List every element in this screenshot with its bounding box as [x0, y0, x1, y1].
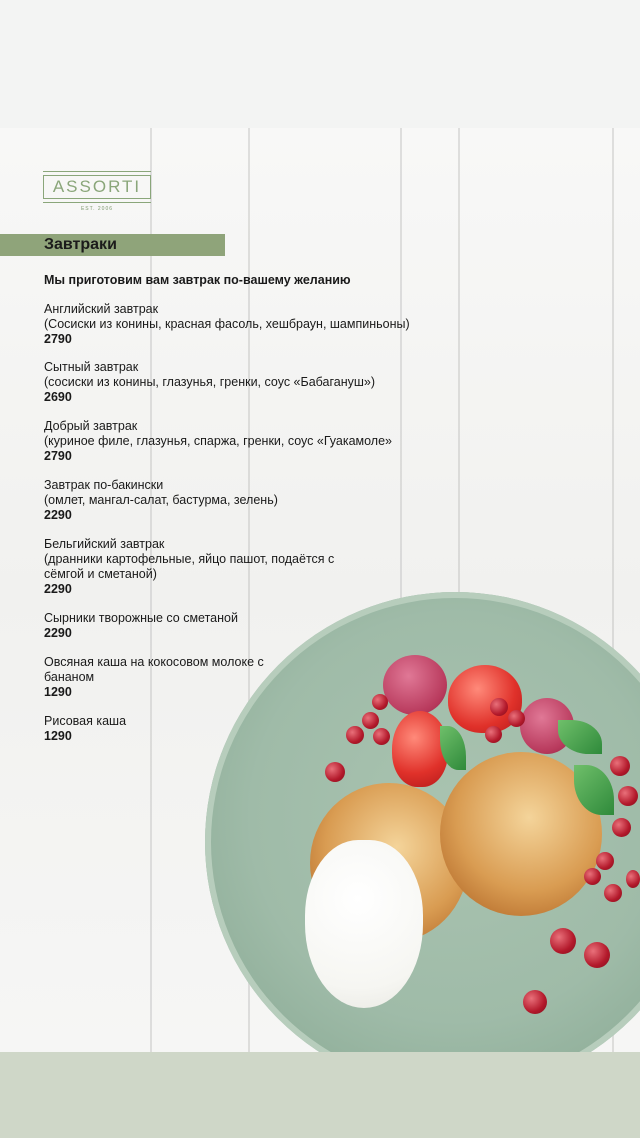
currant-berry — [372, 694, 388, 710]
strawberry — [392, 711, 448, 787]
currant-berry — [626, 870, 640, 888]
menu-item-desc: (дранники картофельные, яйцо пашот, подаётся с сёмгой и сметаной) — [44, 552, 335, 581]
menu-item-price: 2290 — [44, 508, 72, 522]
sour-cream — [305, 840, 423, 1008]
menu-item-price: 2790 — [44, 449, 72, 463]
currant-berry — [490, 698, 508, 716]
currant-berry — [610, 756, 630, 776]
section-title: Завтраки — [44, 236, 117, 253]
menu-item-price: 1290 — [44, 729, 72, 743]
menu-item — [44, 537, 454, 597]
logo-est: EST. 2006 — [80, 206, 114, 212]
menu-item-price: 2290 — [44, 626, 72, 640]
currant-berry — [604, 884, 622, 902]
currant-berry — [596, 852, 614, 870]
menu-item — [44, 478, 454, 523]
menu-item-price: 2290 — [44, 582, 72, 596]
currant-berry — [373, 728, 390, 745]
menu-page — [0, 128, 640, 1052]
currant-berry — [485, 726, 502, 743]
section-band — [0, 234, 225, 256]
currant-berry — [550, 928, 576, 954]
logo-frame — [43, 171, 151, 203]
menu-item-desc: (Сосиски из конины, красная фасоль, хешбраун, шампиньоны) — [44, 317, 410, 331]
currant-berry — [362, 712, 379, 729]
menu-item-name: Овсяная каша на кокосовом молоке с бананом — [44, 655, 264, 684]
menu-intro: Мы приготовим вам завтрак по-вашему желанию — [44, 273, 351, 287]
menu-item — [44, 419, 454, 464]
menu-item-name: Завтрак по-бакински — [44, 478, 164, 492]
menu-item-desc: (куриное филе, глазунья, спаржа, гренки, соус «Гуакамоле» — [44, 434, 393, 448]
menu-item-name: Бельгийский завтрак — [44, 537, 165, 551]
logo-text: ASSORTI — [43, 175, 151, 199]
menu-item-desc: (сосиски из конины, глазунья, гренки, соус «Бабагануш») — [44, 375, 375, 389]
menu-item-price: 1290 — [44, 685, 72, 699]
currant-berry — [618, 786, 638, 806]
menu-item-name: Сырники творожные со сметаной — [44, 611, 238, 625]
menu-item-price: 2690 — [44, 390, 72, 404]
raspberry — [383, 655, 447, 715]
assorti-logo — [43, 171, 151, 212]
currant-berry — [523, 990, 547, 1014]
currant-berry — [325, 762, 345, 782]
top-bar — [0, 0, 640, 128]
currant-berry — [612, 818, 631, 837]
bottom-bar — [0, 1052, 640, 1138]
menu-item — [44, 302, 454, 347]
menu-item-name: Добрый завтрак — [44, 419, 138, 433]
currant-berry — [584, 942, 610, 968]
menu-item-name: Сытный завтрак — [44, 360, 139, 374]
menu-item-price: 2790 — [44, 332, 72, 346]
currant-berry — [346, 726, 364, 744]
currant-berry — [508, 710, 525, 727]
menu-item-desc: (омлет, мангал-салат, бастурма, зелень) — [44, 493, 278, 507]
currant-berry — [584, 868, 601, 885]
menu-item — [44, 360, 454, 405]
menu-item-name: Рисовая каша — [44, 714, 127, 728]
menu-item-name: Английский завтрак — [44, 302, 159, 316]
